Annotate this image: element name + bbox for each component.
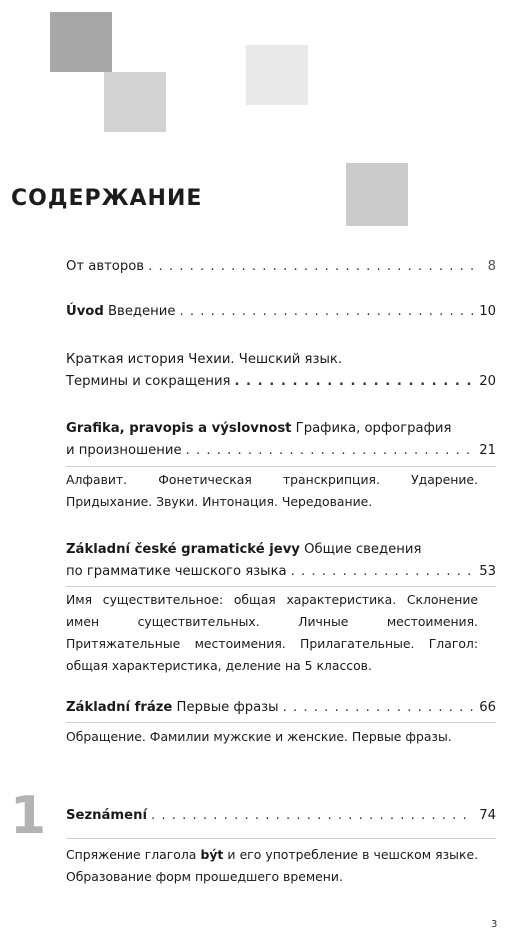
toc-entry-title-line2: и произношение (66, 443, 182, 458)
decorative-square-3 (246, 45, 308, 105)
toc-leader-dots (186, 440, 474, 462)
toc-entry-title-line2: Термины и сокращения (66, 374, 231, 389)
toc-entry-description: Имя существительное: общая характеристика. Склонение имен существительных. Личные местоимения. Притяжательные местоимения. Прилагательные. Глагол: общая характеристика, деление на 5 классов. (66, 592, 478, 673)
toc-page-number: 66 (479, 700, 496, 715)
decorative-square-2 (104, 72, 166, 132)
toc-entry[interactable] (66, 697, 496, 719)
section-divider (66, 722, 496, 723)
verb-highlight: být (200, 847, 224, 862)
page-number: 3 (491, 919, 498, 930)
toc-leader-dots (179, 301, 473, 323)
toc-entry[interactable] (66, 539, 496, 583)
toc-entry-title-line1: Графика, орфография (291, 421, 452, 436)
toc-entry[interactable] (66, 349, 496, 393)
chapter-number: 1 (10, 786, 47, 846)
decorative-square-1 (50, 12, 112, 72)
toc-leader-dots (234, 371, 473, 393)
toc-entry[interactable] (66, 418, 496, 462)
toc-entry-latin-title: Základní fráze (66, 700, 173, 715)
page-title: СОДЕРЖАНИЕ (11, 186, 203, 211)
toc-entry[interactable] (66, 256, 496, 278)
toc-leader-dots (151, 805, 473, 827)
toc-entry-title-line1: Краткая история Чехии. Чешский язык. (66, 352, 343, 367)
toc-entry-description: Алфавит. Фонетическая транскрипция. Ударение. Придыхание. Звуки. Интонация. Чередование. (66, 472, 478, 509)
toc-leader-dots (283, 697, 474, 719)
toc-page-number: 21 (479, 443, 496, 458)
toc-entry-title: От авторов (66, 259, 145, 274)
toc-entry[interactable] (66, 805, 496, 827)
toc-entry-title: Введение (103, 304, 176, 319)
section-divider (66, 586, 496, 587)
toc-leader-dots (148, 256, 474, 278)
toc-entry-latin-title: Základní české gramatické jevy (66, 542, 300, 557)
toc-entry-title-line1: Общие сведения (299, 542, 422, 557)
toc-page-number: 10 (479, 304, 496, 319)
toc-page-number: 53 (479, 564, 496, 579)
toc-entry-latin-title: Grafika, pravopis a výslovnost (66, 421, 292, 436)
toc-leader-dots (291, 561, 474, 583)
decorative-square-4 (346, 163, 408, 226)
toc-page-number: 8 (487, 259, 496, 274)
toc-entry-description: Спряжение глагола být и его употребление в чешском языке. Образование форм прошедшего времени. (66, 847, 479, 884)
toc-entry-latin-title: Seznámení (66, 808, 147, 823)
section-divider (66, 838, 496, 839)
toc-entry-latin-title: Úvod (66, 304, 104, 319)
toc-page-number: 74 (479, 808, 496, 823)
toc-page-number: 20 (479, 374, 496, 389)
toc-entry-title: Первые фразы (172, 700, 279, 715)
section-divider (66, 466, 496, 467)
toc-entry-title-line2: по грамматике чешского языка (66, 564, 287, 579)
toc-entry-description: Обращение. Фамилии мужские и женские. Первые фразы. (66, 729, 452, 744)
toc-entry[interactable] (66, 301, 496, 323)
